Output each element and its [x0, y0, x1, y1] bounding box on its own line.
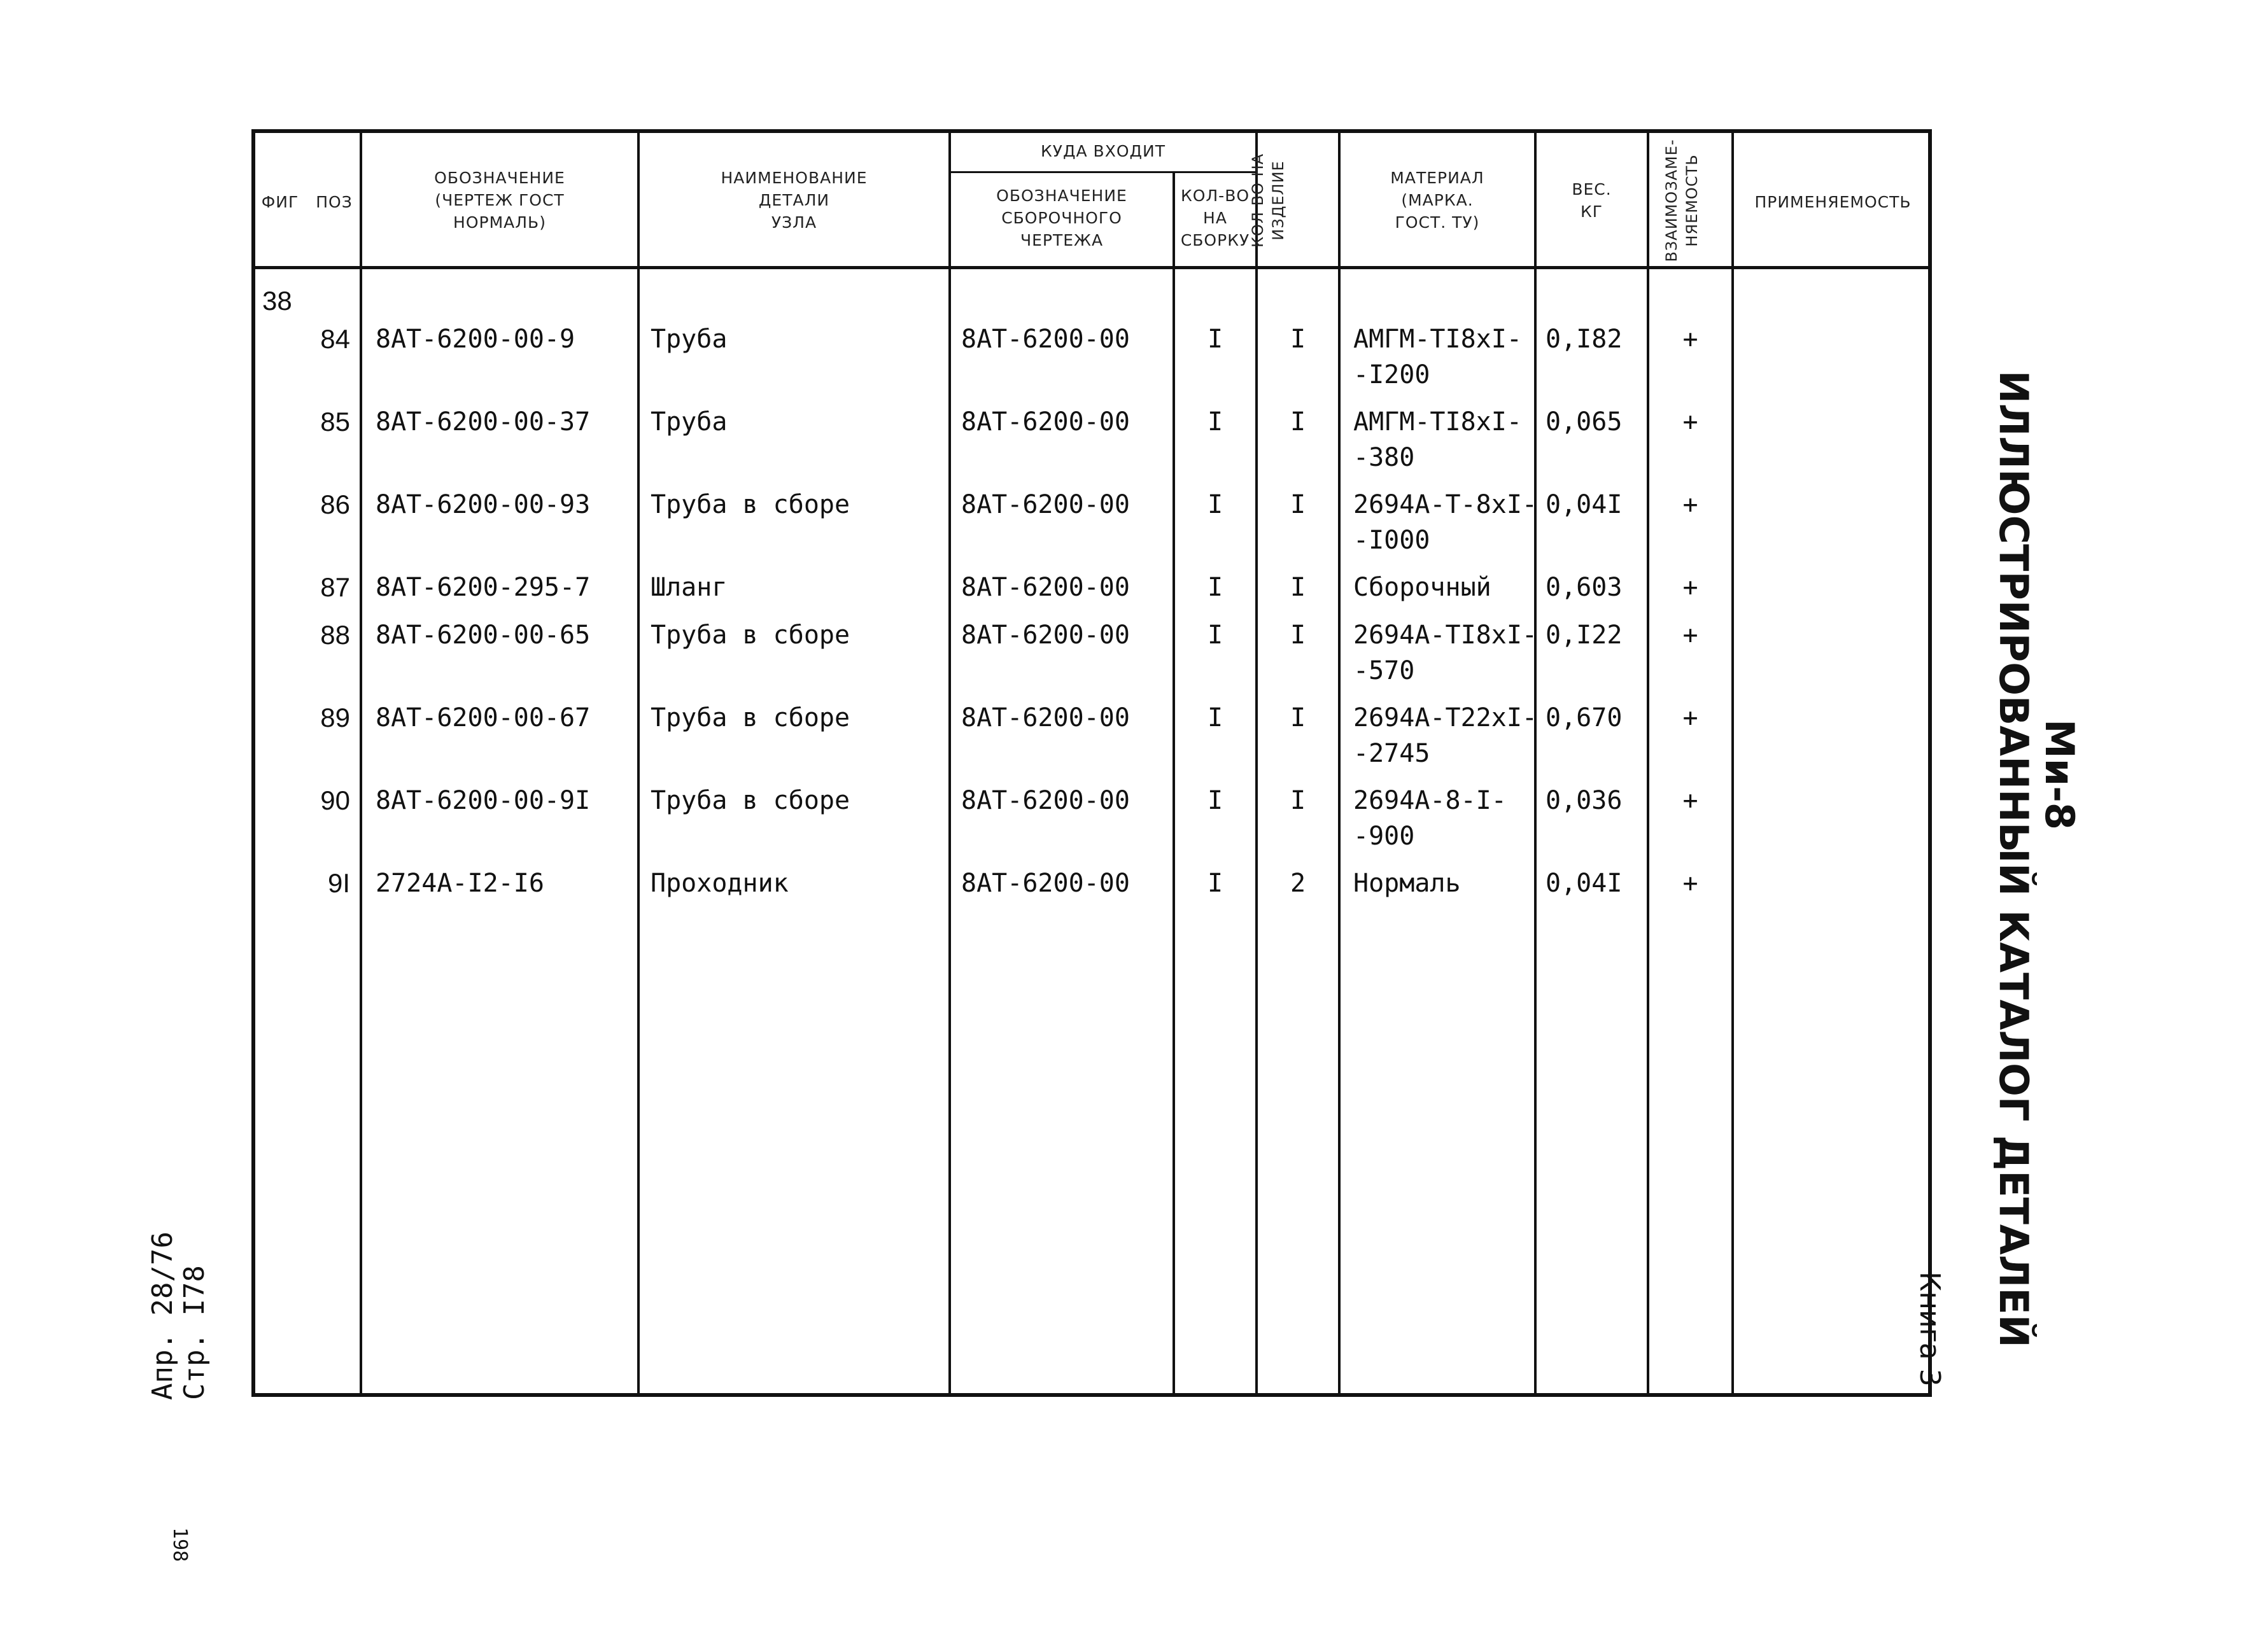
row-material: АМГМ-ТI8хI- [1353, 325, 1522, 354]
row-name: Труба в сборе [651, 620, 850, 650]
row-pos: 86 [320, 489, 350, 519]
row-material: 2694А-ТI8хI- [1353, 620, 1537, 650]
row-name: Труба [651, 325, 728, 354]
row-weight: 0,603 [1546, 573, 1623, 602]
row-qty-assembly: I [1207, 703, 1223, 732]
row-pos: 88 [320, 620, 350, 650]
row-name: Шланг [651, 573, 728, 602]
row-material: Сборочный [1353, 573, 1491, 602]
row-name: Проходник [651, 869, 789, 898]
col-line-1 [360, 129, 362, 1397]
row-designation: 8АТ-6200-00-37 [376, 407, 591, 437]
row-designation: 8АТ-6200-00-93 [376, 490, 591, 519]
header-where-used: КУДА ВХОДИТ [1040, 142, 1166, 160]
header-assembly-designation: ОБОЗНАЧЕНИЕ СБОРОЧНОГО ЧЕРТЕЖА [996, 186, 1127, 249]
row-qty-assembly: I [1207, 490, 1223, 519]
row-material: -570 [1353, 656, 1415, 685]
row-material: -2745 [1353, 739, 1430, 768]
header-material: МАТЕРИАЛ (МАРКА. ГОСТ. ТУ) [1390, 169, 1484, 232]
row-designation: 8АТ-6200-00-9 [376, 325, 575, 354]
col-line-8 [1647, 129, 1649, 1397]
row-assembly-designation: 8АТ-6200-00 [961, 703, 1130, 732]
header-name: НАИМЕНОВАНИЕ ДЕТАЛИ УЗЛА [721, 169, 868, 232]
row-designation: 8АТ-6200-00-9I [376, 786, 591, 815]
row-weight: 0,036 [1546, 786, 1623, 815]
row-pos: 85 [320, 407, 350, 437]
row-qty-assembly: I [1207, 620, 1223, 650]
row-material: -I200 [1353, 360, 1430, 389]
col-line-6 [1338, 129, 1341, 1397]
row-qty-product: I [1290, 490, 1306, 519]
row-qty-product: I [1290, 573, 1306, 602]
row-interchangeability: + [1682, 490, 1698, 519]
row-material: 2694А-Т-8хI- [1353, 490, 1537, 519]
row-interchangeability: + [1682, 325, 1698, 354]
row-weight: 0,I22 [1546, 620, 1623, 650]
col-line-2 [637, 129, 640, 1397]
row-material: Нормаль [1353, 869, 1461, 898]
row-weight: 0,04I [1546, 490, 1623, 519]
row-interchangeability: + [1682, 786, 1698, 815]
header-weight: ВЕС. КГ [1572, 180, 1612, 221]
row-designation: 8АТ-6200-00-67 [376, 703, 591, 732]
row-pos: 84 [320, 324, 350, 354]
row-qty-product: I [1290, 703, 1306, 732]
row-interchangeability: + [1682, 703, 1698, 732]
row-name: Труба в сборе [651, 490, 850, 519]
row-weight: 0,04I [1546, 869, 1623, 898]
row-material: АМГМ-ТI8хI- [1353, 407, 1522, 437]
page-number: Стр. I78 [178, 1265, 211, 1400]
row-interchangeability: + [1682, 869, 1698, 898]
where-divider [948, 171, 1255, 173]
figure-number: 38 [262, 286, 292, 316]
row-qty-assembly: I [1207, 325, 1223, 354]
header-designation: ОБОЗНАЧЕНИЕ (ЧЕРТЕЖ ГОСТ НОРМАЛЬ) [434, 169, 565, 232]
row-qty-assembly: I [1207, 786, 1223, 815]
row-pos: 87 [320, 572, 350, 602]
col-line-7 [1534, 129, 1537, 1397]
row-name: Труба в сборе [651, 786, 850, 815]
row-material: 2694А-8-I- [1353, 786, 1507, 815]
row-qty-product: 2 [1290, 869, 1306, 898]
row-name: Труба в сборе [651, 703, 850, 732]
row-pos: 9I [327, 868, 350, 898]
header-qty-assembly: КОЛ-ВО НА СБОРКУ [1180, 186, 1250, 249]
row-assembly-designation: 8АТ-6200-00 [961, 407, 1130, 437]
row-assembly-designation: 8АТ-6200-00 [961, 869, 1130, 898]
row-assembly-designation: 8АТ-6200-00 [961, 786, 1130, 815]
row-assembly-designation: 8АТ-6200-00 [961, 325, 1130, 354]
row-qty-product: I [1290, 786, 1306, 815]
row-weight: 0,I82 [1546, 325, 1623, 354]
header-fig: ФИГ [261, 193, 299, 211]
row-qty-assembly: I [1207, 869, 1223, 898]
row-material: -I000 [1353, 526, 1430, 555]
book-number: Книга 3 [1913, 1272, 1946, 1387]
row-assembly-designation: 8АТ-6200-00 [961, 620, 1130, 650]
row-material: 2694А-Т22хI- [1353, 703, 1537, 732]
aircraft-model: Ми-8 [2036, 719, 2083, 831]
header-applicability: ПРИМЕНЯЕМОСТЬ [1754, 193, 1912, 211]
row-assembly-designation: 8АТ-6200-00 [961, 573, 1130, 602]
row-interchangeability: + [1682, 620, 1698, 650]
row-interchangeability: + [1682, 573, 1698, 602]
sheet-stamp: 198 [169, 1527, 191, 1562]
row-qty-assembly: I [1207, 407, 1223, 437]
row-designation: 2724А-I2-I6 [376, 869, 544, 898]
revision-date: Апр. 28/76 [146, 1231, 179, 1400]
row-qty-product: I [1290, 620, 1306, 650]
row-assembly-designation: 8АТ-6200-00 [961, 490, 1130, 519]
row-weight: 0,670 [1546, 703, 1623, 732]
table-frame [251, 129, 1932, 1397]
header-qty-product: КОЛ ВО НА ИЗДЕЛИЕ [1249, 153, 1287, 248]
header-interchangeability: ВЗАИМОЗАМЕ- НЯЕМОСТЬ [1663, 139, 1701, 262]
col-line-3 [948, 129, 951, 1397]
row-designation: 8АТ-6200-00-65 [376, 620, 591, 650]
row-designation: 8АТ-6200-295-7 [376, 573, 591, 602]
row-qty-product: I [1290, 407, 1306, 437]
row-interchangeability: + [1682, 407, 1698, 437]
catalog-title: ИЛЛЮСТРИРОВАННЫЙ КАТАЛОГ ДЕТАЛЕЙ [1990, 370, 2037, 1348]
row-weight: 0,065 [1546, 407, 1623, 437]
col-line-9 [1731, 129, 1734, 1397]
row-qty-product: I [1290, 325, 1306, 354]
row-pos: 90 [320, 785, 350, 815]
row-pos: 89 [320, 703, 350, 732]
row-name: Труба [651, 407, 728, 437]
col-line-5 [1255, 129, 1258, 1397]
header-pos: ПОЗ [316, 193, 353, 211]
row-material: -380 [1353, 443, 1415, 472]
row-qty-assembly: I [1207, 573, 1223, 602]
row-material: -900 [1353, 822, 1415, 851]
